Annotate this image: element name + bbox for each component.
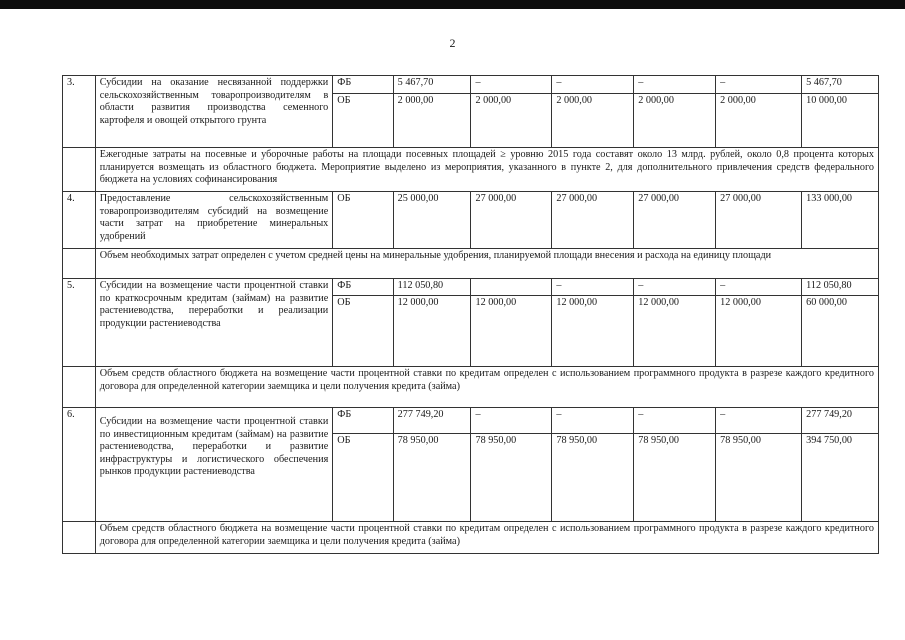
- amount-cell: –: [471, 76, 552, 94]
- amount-cell: –: [716, 408, 802, 434]
- measure-name: Субсидии на возмещение части процентной ставки по инвестиционным кредитам (займам) на развитие растениеводства, переработки и развитие инфраструктуры и логистического обеспечения рынков продукции растениеводства: [95, 408, 333, 522]
- table-row: [63, 279, 879, 296]
- total-cell: 277 749,20: [802, 408, 879, 434]
- scan-top-edge: [0, 0, 905, 9]
- amount-cell: 12 000,00: [471, 296, 552, 367]
- amount-cell: 2 000,00: [716, 94, 802, 148]
- amount-cell: –: [552, 279, 634, 296]
- amount-cell: 78 950,00: [716, 434, 802, 522]
- amount-cell: 78 950,00: [634, 434, 716, 522]
- note-row: [63, 522, 879, 554]
- amount-cell: 2 000,00: [552, 94, 634, 148]
- amount-cell: 12 000,00: [634, 296, 716, 367]
- total-cell: 394 750,00: [802, 434, 879, 522]
- table-row: [63, 408, 879, 434]
- amount-cell: 2 000,00: [471, 94, 552, 148]
- amount-cell: 112 050,80: [393, 279, 471, 296]
- measure-note: Объем средств областного бюджета на возмещение части процентной ставки по кредитам определен с использованием программного продукта в разрезе каждого кредитного договора для определенной категории заемщика и цели получения кредита (займа): [95, 522, 878, 554]
- amount-cell: 2 000,00: [393, 94, 471, 148]
- page-number: 2: [449, 36, 456, 50]
- amount-cell: [471, 279, 552, 296]
- funding-source: ФБ: [333, 76, 393, 94]
- funding-source: ФБ: [333, 279, 393, 296]
- measure-name: Субсидии на возмещение части процентной ставки по краткосрочным кредитам (займам) на развитие растениеводства, переработки и реализации продукции растениеводства: [95, 279, 333, 367]
- funding-source: ФБ: [333, 408, 393, 434]
- total-cell: 60 000,00: [802, 296, 879, 367]
- funding-source: ОБ: [333, 192, 393, 249]
- table-row: [63, 76, 879, 94]
- amount-cell: 2 000,00: [634, 94, 716, 148]
- amount-cell: –: [634, 76, 716, 94]
- measure-note: Объем средств областного бюджета на возмещение части процентной ставки по кредитам определен с использованием программного продукта в разрезе каждого кредитного договора для определенной категории заемщика и цели получения кредита (займа): [95, 367, 878, 408]
- amount-cell: 27 000,00: [634, 192, 716, 249]
- total-cell: 133 000,00: [802, 192, 879, 249]
- table-row: [63, 192, 879, 249]
- amount-cell: 12 000,00: [716, 296, 802, 367]
- funding-source: ОБ: [333, 434, 393, 522]
- total-cell: 5 467,70: [802, 76, 879, 94]
- amount-cell: 12 000,00: [552, 296, 634, 367]
- amount-cell: 78 950,00: [393, 434, 471, 522]
- amount-cell: –: [716, 279, 802, 296]
- amount-cell: 78 950,00: [471, 434, 552, 522]
- amount-cell: 27 000,00: [471, 192, 552, 249]
- amount-cell: –: [471, 408, 552, 434]
- amount-cell: –: [634, 279, 716, 296]
- amount-cell: 277 749,20: [393, 408, 471, 434]
- funding-source: ОБ: [333, 296, 393, 367]
- note-row: [63, 249, 879, 279]
- amount-cell: –: [552, 76, 634, 94]
- measure-name: Предоставление сельскохозяйственным товаропроизводителям субсидий на возмещение части затрат на приобретение минеральных удобрений: [95, 192, 333, 249]
- funding-source: ОБ: [333, 94, 393, 148]
- amount-cell: 5 467,70: [393, 76, 471, 94]
- measure-note: Ежегодные затраты на посевные и уборочные работы на площади посевных площадей ≥ уровню 2015 года составят около 13 млрд. рублей, около 0,8 процента которых планируется возмещать из областного бюджета. Мероприятие выделено из мероприятия, указанного в пункте 2, для дополнительного привлечения средств федерального бюджета на условиях софинансирования: [95, 148, 878, 192]
- measures-table: [62, 75, 879, 554]
- amount-cell: 27 000,00: [716, 192, 802, 249]
- row-number: 4.: [63, 192, 96, 249]
- measure-name: Субсидии на оказание несвязанной поддержки сельскохозяйственным товаропроизводителям в области развития производства семенного картофеля и овощей открытого грунта: [95, 76, 333, 148]
- amount-cell: 12 000,00: [393, 296, 471, 367]
- row-number: 6.: [63, 408, 96, 522]
- total-cell: 10 000,00: [802, 94, 879, 148]
- amount-cell: –: [552, 408, 634, 434]
- note-row: [63, 367, 879, 408]
- measure-note: Объем необходимых затрат определен с учетом средней цены на минеральные удобрения, планируемой площади внесения и расхода на единицу площади: [95, 249, 878, 279]
- total-cell: 112 050,80: [802, 279, 879, 296]
- row-number: 5.: [63, 279, 96, 367]
- note-row: [63, 148, 879, 192]
- amount-cell: 27 000,00: [552, 192, 634, 249]
- amount-cell: –: [716, 76, 802, 94]
- amount-cell: –: [634, 408, 716, 434]
- amount-cell: 78 950,00: [552, 434, 634, 522]
- row-number: 3.: [63, 76, 96, 148]
- amount-cell: 25 000,00: [393, 192, 471, 249]
